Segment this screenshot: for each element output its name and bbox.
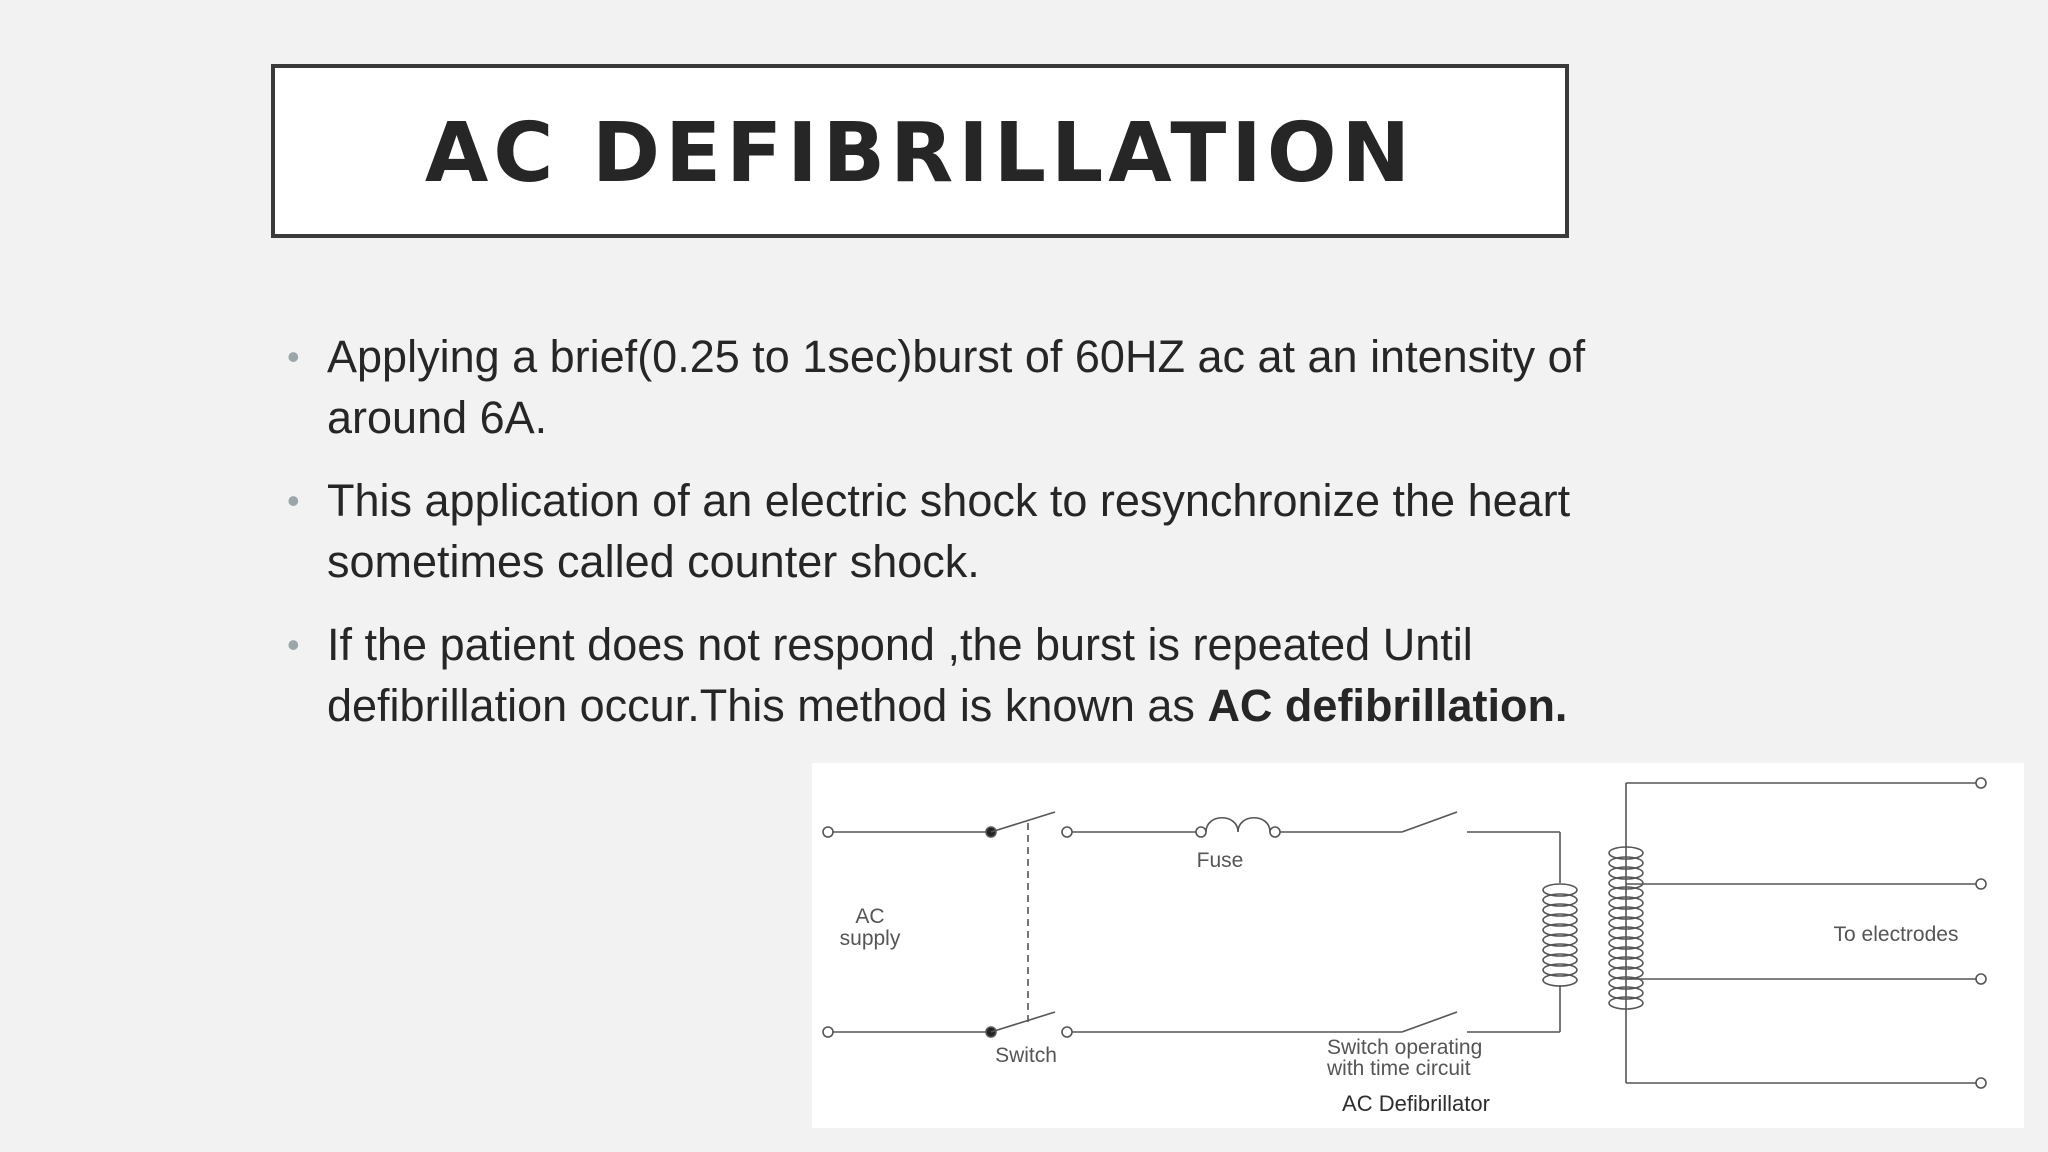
terminal-icon xyxy=(823,827,833,837)
terminal-icon xyxy=(1270,827,1280,837)
ac-supply-label: AC xyxy=(855,905,885,928)
ac-supply-label: supply xyxy=(839,927,901,950)
fuse-icon xyxy=(1206,818,1270,832)
electrodes-label: To electrodes xyxy=(1833,923,1959,946)
electrode-terminal-icon xyxy=(1976,879,1986,889)
bullet-dot-icon: • xyxy=(287,624,300,665)
terminal-icon xyxy=(823,1027,833,1037)
bullet-text: Applying a brief(0.25 to 1sec)burst of 60HZ ac at an intensity of around 6A. xyxy=(327,331,1586,443)
terminal-icon xyxy=(1062,1027,1072,1037)
diagram-caption: AC Defibrillator xyxy=(1342,1091,1490,1116)
fuse-label: Fuse xyxy=(1196,849,1244,872)
switch-blade-icon xyxy=(991,1012,1055,1032)
terminal-icon xyxy=(1196,827,1206,837)
bullet-bold-text: AC defibrillation. xyxy=(1207,680,1568,731)
bullet-item xyxy=(287,614,1587,736)
bullet-text: If the patient does not respond ,the burst is repeated Until defibrillation occur.This method is known as xyxy=(327,619,1473,731)
bullet-dot-icon: • xyxy=(287,336,300,377)
electrode-terminal-icon xyxy=(1976,1078,1986,1088)
timed-switch-blade-icon xyxy=(1402,1012,1457,1032)
timed-switch-blade-icon xyxy=(1402,812,1457,832)
switch-label: Switch xyxy=(995,1044,1057,1067)
bullet-item xyxy=(287,326,1587,448)
electrode-terminal-icon xyxy=(1976,974,1986,984)
bullet-text: This application of an electric shock to resynchronize the heart sometimes called counter shock. xyxy=(327,475,1571,587)
bullet-item xyxy=(287,470,1587,592)
switch-blade-icon xyxy=(991,812,1055,832)
bullet-dot-icon: • xyxy=(287,480,300,521)
electrode-terminal-icon xyxy=(1976,778,1986,788)
bullet-list xyxy=(287,326,1587,758)
circuit-diagram xyxy=(812,763,2024,1128)
primary-coil-icon xyxy=(1543,884,1577,986)
terminal-icon xyxy=(1062,827,1072,837)
title-box xyxy=(271,64,1569,238)
slide-title: AC DEFIBRILLATION xyxy=(424,105,1416,201)
circuit-svg xyxy=(812,763,2024,1128)
timed-switch-label: with time circuit xyxy=(1327,1057,1471,1080)
timed-switch-label: Switch operating xyxy=(1327,1036,1483,1059)
